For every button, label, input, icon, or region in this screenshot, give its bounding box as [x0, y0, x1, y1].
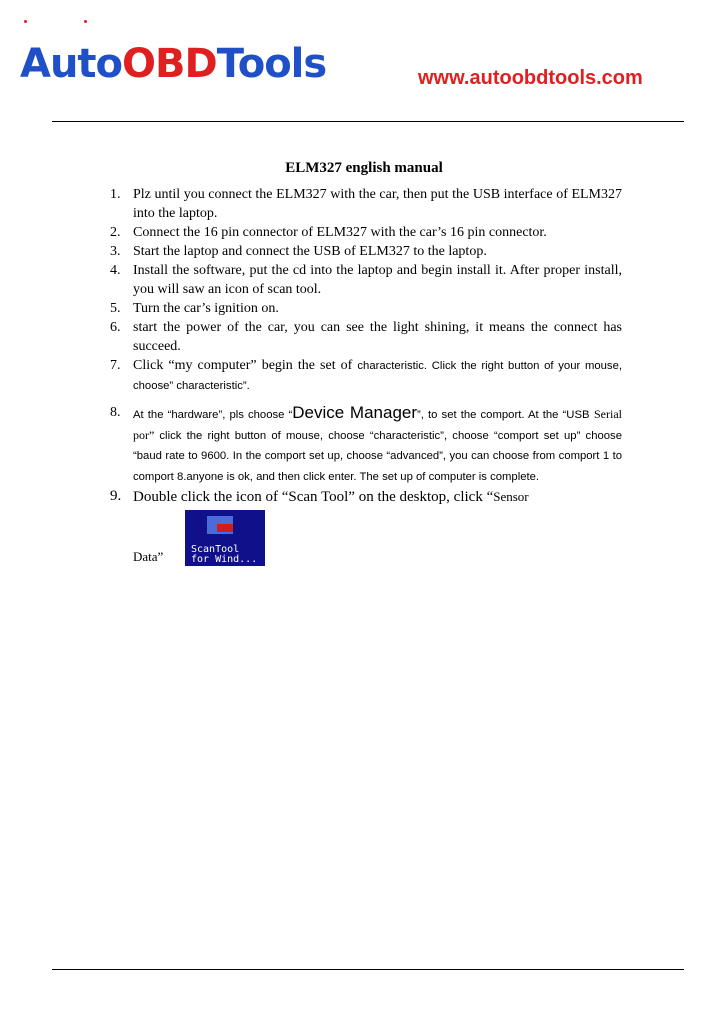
step-text: Click “my computer” begin the set of	[133, 358, 358, 373]
step-number: 7.	[110, 358, 121, 373]
list-item	[110, 356, 622, 396]
instruction-list	[110, 185, 622, 565]
logo-accent-mark	[8, 16, 104, 28]
step-text: At the “hardware”, pls choose “	[133, 409, 293, 421]
step-text: Start the laptop and connect the USB of ELM327 to the laptop.	[133, 244, 487, 259]
header-divider	[52, 121, 684, 122]
scan-tool-icon-caption: ScanTool for Wind...	[191, 544, 258, 565]
list-item	[110, 185, 622, 223]
scan-tool-icon[interactable]	[185, 510, 265, 566]
step-number: 1.	[110, 187, 121, 202]
step-text-details: click the right button of mouse, choose “characteristic”, choose “comport set up” choose “baud rate to 9600. In the comport set up, choose “advanced”, you can choose from comport 1 to comport 8.anyone is ok, and then click enter. The set up of computer is complete.	[133, 429, 622, 483]
step-text: Connect the 16 pin connector of ELM327 with the car’s 16 pin connector.	[133, 225, 547, 240]
step-text: Plz until you connect the ELM327 with the car, then put the USB interface of ELM327 into the laptop.	[133, 187, 622, 221]
step-number: 9.	[110, 488, 122, 504]
step-icon-line	[133, 507, 622, 565]
step-text-serial: Serial por”	[133, 407, 622, 442]
device-manager-label: Device Manager	[292, 403, 418, 422]
step-number: 2.	[110, 225, 121, 240]
step-text: start the power of the car, you can see the light shining, it means the connect has succeed.	[133, 320, 622, 354]
step-text: Double click the icon of “Scan Tool” on the desktop, click “	[133, 489, 494, 505]
list-item	[110, 223, 622, 242]
logo-text-obd: OBD	[122, 41, 217, 87]
step-number: 4.	[110, 263, 121, 278]
logo-text-auto: Auto	[20, 41, 123, 87]
website-url[interactable]: www.autoobdtools.com	[418, 67, 643, 89]
step-number: 8.	[110, 405, 121, 420]
autoobdtools-logo	[20, 41, 327, 87]
step-text-data: Data”	[133, 549, 164, 564]
step-text-continued: ”, to set the comport. At the “USB	[417, 409, 590, 421]
step-text: Turn the car’s ignition on.	[133, 301, 279, 316]
list-item	[110, 299, 622, 318]
logo-text-tools: Tools	[216, 41, 327, 87]
list-item	[110, 261, 622, 299]
step-number: 3.	[110, 244, 121, 259]
step-text-continued: characteristic. Click the right button of your mouse, choose” characteristic”.	[133, 360, 622, 392]
scan-tool-badge	[217, 524, 233, 532]
step-text: Install the software, put the cd into the laptop and begin install it. After proper install, you will saw an icon of scan tool.	[133, 263, 622, 297]
document-title: ELM327 english manual	[285, 160, 443, 176]
list-item	[110, 487, 622, 565]
step-text-sensor: Sensor	[493, 489, 529, 504]
list-item	[110, 318, 622, 356]
step-number: 6.	[110, 320, 121, 335]
footer-divider	[52, 969, 684, 970]
list-item	[110, 242, 622, 261]
step-number: 5.	[110, 301, 121, 316]
list-item	[110, 403, 622, 487]
